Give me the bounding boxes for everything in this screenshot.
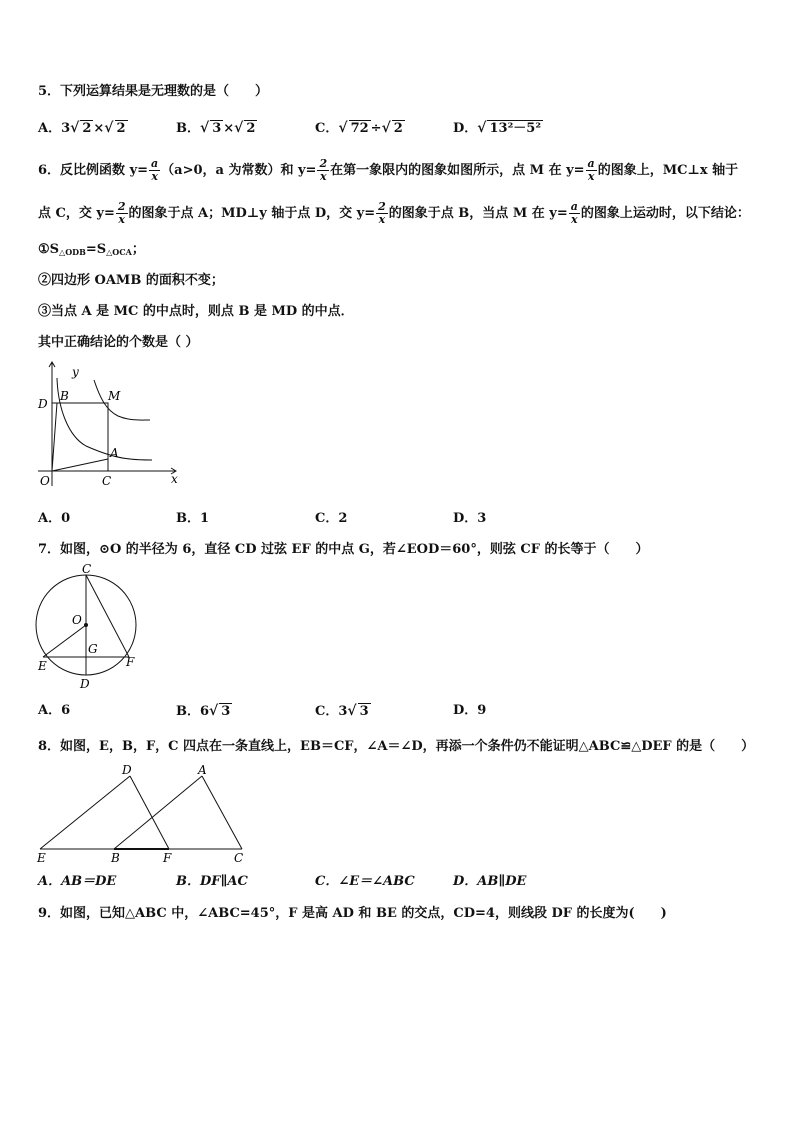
point-label-c: C [82, 562, 92, 576]
q5-option-c[interactable]: C．√ 72 ÷√ 2 [315, 120, 403, 136]
q7-stem: 7．如图，⊙O 的半径为 6，直径 CD 过弦 EF 的中点 G，若∠EOD＝60°，则弦 CF 的长等于（ ） [38, 542, 649, 557]
q6-line2: 点 C，交 y= $\frac{2}{x}$ 的图象于点 A；MD⊥y 轴于点 D，交 y= $\frac{2}{x}$ 的图象于点 B，当点 M 在 y= $\frac{a}{x}$ 的图象上运动时，以下结论： [38, 200, 750, 226]
q5-option-b[interactable]: B．√ 3 ×√ 2 [176, 120, 256, 136]
point-label-a: A [198, 763, 207, 777]
q7-option-b[interactable]: B．6√ 3 [176, 703, 231, 719]
q6-option-a[interactable]: A．0 [38, 511, 71, 526]
fraction-a-over-x: $\frac{a}{x}$ [587, 157, 595, 183]
q8-option-a[interactable]: A．AB＝DE [38, 874, 117, 889]
axis-label-y: y [72, 365, 79, 379]
q8-option-d[interactable]: D．AB∥DE [453, 874, 527, 889]
q8-option-c[interactable]: C．∠E＝∠ABC [315, 874, 415, 889]
point-label-b: B [60, 389, 69, 403]
q5-option-a[interactable]: A．3√ 2 ×√ 2 [38, 120, 126, 136]
q7-option-d[interactable]: D．9 [453, 703, 487, 718]
point-label-c: C [102, 474, 112, 488]
q8-figure [34, 762, 249, 868]
q5-option-d[interactable]: D．√ 13²－5² [453, 120, 542, 136]
q7-option-a[interactable]: A．6 [38, 703, 71, 718]
point-label-e: E [38, 659, 47, 673]
axis-label-x: x [171, 472, 178, 486]
q6-conclusion-3: ③当点 A 是 MC 的中点时，则点 B 是 MD 的中点． [38, 304, 354, 319]
fraction-2-over-x: $\frac{2}{x}$ [378, 200, 386, 226]
point-label-b: B [111, 851, 120, 865]
q6-option-c[interactable]: C．2 [315, 511, 348, 526]
fraction-a-over-x: $\frac{a}{x}$ [151, 157, 159, 183]
point-label-a: A [110, 446, 119, 460]
point-label-f: F [163, 851, 172, 865]
q8-stem: 8．如图，E，B，F，C 四点在一条直线上，EB＝CF，∠A＝∠D，再添一个条件仍不能证明△ABC≌△DEF 的是（ ） [38, 739, 755, 754]
q9-stem: 9．如图，已知△ABC 中，∠ABC=45°，F 是高 AD 和 BE 的交点，CD=4，则线段 DF 的长度为( ) [38, 906, 667, 921]
point-label-m: M [108, 389, 121, 403]
fraction-2-over-x: $\frac{2}{x}$ [319, 157, 328, 183]
q5-stem: 5．下列运算结果是无理数的是（ ） [38, 84, 269, 99]
fraction-2-over-x: $\frac{2}{x}$ [117, 200, 126, 226]
point-label-d: D [80, 677, 90, 691]
q7-figure [34, 562, 144, 692]
point-label-o: O [40, 474, 50, 488]
point-label-d: D [38, 397, 48, 411]
q7-option-c[interactable]: C．3√ 3 [315, 703, 369, 719]
q6-line1: 6．反比例函数 y= $\frac{a}{x}$ （a>0，a 为常数）和 y= $\frac{2}{x}$ 在第一象限内的图象如图所示，点 M 在 y= $\frac{a}{x}$ 的图象上，MC⊥x 轴于 [38, 157, 739, 183]
q8-option-b[interactable]: B．DF∥AC [176, 874, 248, 889]
point-label-f: F [126, 655, 135, 669]
point-label-d: D [122, 763, 132, 777]
q6-option-d[interactable]: D．3 [453, 511, 487, 526]
point-label-e: E [37, 851, 46, 865]
q6-conclusion-1: $①S_{\triangle ODB}=S_{\triangle OCA}$； [38, 242, 145, 257]
point-label-g: G [88, 642, 98, 656]
q6-option-b[interactable]: B．1 [176, 511, 210, 526]
q6-conclusion-2: ②四边形 OAMB 的面积不变； [38, 273, 224, 288]
q6-ask: 其中正确结论的个数是（ ） [38, 335, 199, 350]
q6-figure [34, 358, 184, 490]
fraction-a-over-x: $\frac{a}{x}$ [570, 200, 578, 226]
point-label-c: C [234, 851, 244, 865]
point-label-o: O [72, 613, 82, 627]
